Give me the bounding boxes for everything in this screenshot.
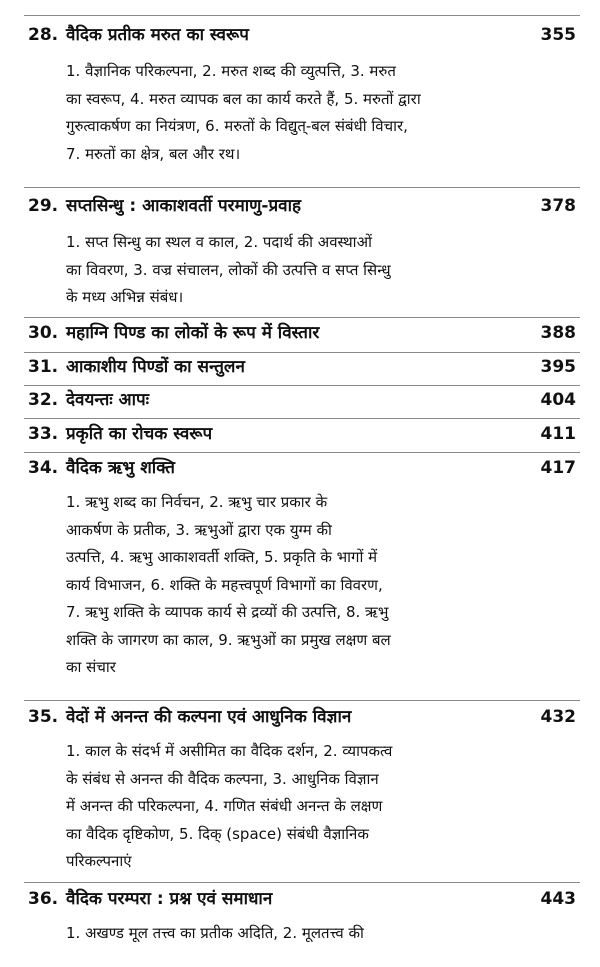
entry-title: प्रकृति का रोचक स्वरूप	[66, 424, 213, 444]
entry-separator	[24, 385, 580, 386]
entry-separator	[24, 882, 580, 883]
toc-entry-29	[28, 195, 576, 217]
entry-title: महाग्नि पिण्ड का लोकों के रूप में विस्तार	[66, 323, 320, 343]
entry-page-number: 411	[540, 424, 576, 444]
entry-page-number: 443	[540, 889, 576, 909]
entry-description	[66, 229, 556, 312]
description-line: के संबंध से अनन्त की वैदिक कल्पना, 3. आधुनिक विज्ञान	[66, 769, 379, 788]
description-line: 7. मरुतों का क्षेत्र, बल और रथ।	[66, 144, 241, 163]
description-line: 7. ऋभु शक्ति के व्यापक कार्य से द्रव्यों की उत्पत्ति, 8. ऋभु	[66, 603, 389, 621]
entry-page-number: 378	[540, 196, 576, 216]
entry-page-number: 417	[540, 458, 576, 478]
entry-title: आकाशीय पिण्डों का सन्तुलन	[66, 357, 245, 377]
toc-entry-35	[28, 706, 576, 728]
entry-description	[66, 920, 556, 948]
description-line: 1. वैज्ञानिक परिकल्पना, 2. मरुत शब्द की व्युत्पत्ति, 3. मरुत	[66, 62, 396, 80]
entry-number: 34.	[28, 458, 59, 478]
description-line: 1. सप्त सिन्धु का स्थल व काल, 2. पदार्थ की अवस्थाओं	[66, 233, 372, 251]
description-line: के मध्य अभिन्न संबंध।	[66, 288, 184, 306]
entry-separator	[24, 452, 580, 453]
description-line: का विवरण, 3. वज्र संचालन, लोकों की उत्पत्ति व सप्त सिन्धु	[66, 260, 391, 279]
entry-page-number: 395	[540, 357, 576, 377]
toc-entry-30	[28, 322, 576, 344]
toc-entry-28	[28, 24, 576, 46]
description-line: का स्वरूप, 4. मरुत व्यापक बल का कार्य करते हैं, 5. मरुतों द्वारा	[66, 89, 421, 108]
description-line: 1. ऋभु शब्द का निर्वचन, 2. ऋभु चार प्रकार के	[66, 493, 328, 511]
description-line: कार्य विभाजन, 6. शक्ति के महत्त्वपूर्ण विभागों का विवरण,	[66, 575, 383, 594]
description-line: का संचार	[66, 658, 116, 676]
description-line: शक्ति के जागरण का काल, 9. ऋभुओं का प्रमुख लक्षण बल	[66, 630, 391, 649]
entry-separator	[24, 317, 580, 318]
entry-description	[66, 58, 556, 168]
entry-page-number: 355	[540, 25, 576, 45]
entry-separator	[24, 352, 580, 353]
entry-number: 30.	[28, 323, 59, 343]
entry-title: वैदिक ऋभु शक्ति	[66, 458, 175, 478]
toc-entry-36	[28, 888, 576, 910]
description-line: आकर्षण के प्रतीक, 3. ऋभुओं द्वारा एक युग्म की	[66, 520, 332, 539]
entry-number: 31.	[28, 357, 59, 377]
entry-separator	[24, 700, 580, 701]
entry-number: 35.	[28, 707, 59, 727]
entry-title: वेदों में अनन्त की कल्पना एवं आधुनिक विज्ञान	[66, 707, 352, 727]
entry-title: देवयन्तः आपः	[66, 390, 150, 410]
description-line: 1. अखण्ड मूल तत्त्व का प्रतीक अदिति, 2. मूलतत्त्व की	[66, 924, 364, 942]
entry-title: सप्तसिन्धु : आकाशवर्ती परमाणु-प्रवाह	[66, 196, 302, 216]
entry-number: 36.	[28, 889, 59, 909]
entry-description	[66, 738, 556, 876]
description-line: परिकल्पनाएं	[66, 852, 132, 870]
entry-title: वैदिक परम्परा : प्रश्न एवं समाधान	[66, 889, 273, 909]
entry-number: 33.	[28, 424, 59, 444]
toc-entry-33	[28, 423, 576, 445]
entry-number: 29.	[28, 196, 59, 216]
description-line: में अनन्त की परिकल्पना, 4. गणित संबंधी अनन्त के लक्षण	[66, 797, 383, 815]
toc-entry-34	[28, 457, 576, 479]
entry-description	[66, 489, 556, 682]
entry-page-number: 432	[540, 707, 576, 727]
entry-page-number: 404	[540, 390, 576, 410]
entry-separator	[24, 187, 580, 188]
description-line: का वैदिक दृष्टिकोण, 5. दिक् (space) संबंधी वैज्ञानिक	[66, 824, 369, 843]
description-line: 1. काल के संदर्भ में असीमित का वैदिक दर्शन, 2. व्यापकत्व	[66, 742, 393, 760]
toc-entry-32	[28, 389, 576, 411]
entry-separator	[24, 418, 580, 419]
description-line: उत्पत्ति, 4. ऋभु आकाशवर्ती शक्ति, 5. प्रकृति के भागों में	[66, 548, 378, 566]
description-line: गुरुत्वाकर्षण का नियंत्रण, 6. मरुतों के विद्युत्-बल संबंधी विचार,	[66, 117, 408, 135]
entry-page-number: 388	[540, 323, 576, 343]
toc-entry-31	[28, 356, 576, 378]
entry-number: 28.	[28, 25, 59, 45]
entry-separator	[24, 15, 580, 16]
entry-number: 32.	[28, 390, 59, 410]
entry-title: वैदिक प्रतीक मरुत का स्वरूप	[66, 25, 249, 45]
